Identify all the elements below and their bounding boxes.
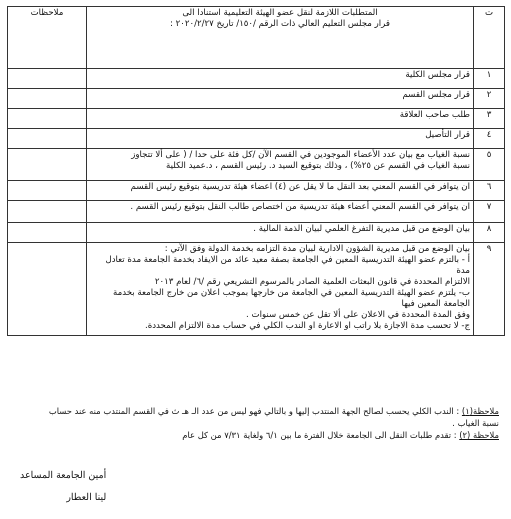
note-label: ملاحظة(١) [461, 406, 499, 416]
row-text [87, 223, 474, 243]
table-row [8, 89, 505, 109]
row-notes-cell [8, 109, 87, 129]
table-header-row [8, 7, 505, 69]
row-text-line: ان يتوافر في القسم المعني بعد النقل ما لا يقل عن (٤) اعضاء هيئة تدريسية بتوقيع رئيس القسم [130, 182, 470, 192]
row-number: ٧ [474, 201, 505, 223]
row-notes-cell [8, 149, 87, 181]
table-row [8, 109, 505, 129]
row-number: ٤ [474, 129, 505, 149]
header-title-line: المتطلبات اللازمة لنقل عضو الهيئة التعليمية استنادا الى [182, 8, 378, 18]
requirements-table [7, 6, 505, 336]
row-notes-cell [8, 223, 87, 243]
row-text-line: بيان الوضع من قبل مديرية الشؤون الادارية لبيان مدة التزامه بخدمة الدولة وفق الآتي : [164, 244, 470, 254]
header-num-cell: ت [474, 7, 505, 69]
header-title-line: قرار مجلس التعليم العالي ذات الرقم /١٥٠/ تاريخ ٢٠٢٠/٢/٢٧ : [169, 19, 391, 29]
row-text-line: ب- يلتزم عضو الهيئة التدريسية المعين في الجامعة من خارجها بموجب اعلان من خارج الجامعة بخدمة الجامعة المعين فيها [113, 288, 470, 309]
row-text-line: ج- لا تحسب مدة الاجازة بلا راتب او الاعارة او الندب الكلي في حساب مدة الالتزام المحددة. [144, 321, 470, 331]
row-number: ٢ [474, 89, 505, 109]
table-row [8, 243, 505, 336]
row-text [87, 201, 474, 223]
row-number: ٦ [474, 181, 505, 201]
row-text-line: بيان الوضع من قبل مديرية التفرغ العلمي لبيان الذمة المالية . [253, 224, 470, 234]
note-1 [9, 405, 499, 429]
note-2 [9, 429, 499, 441]
row-text-line: الالتزام المحددة في قانون البعثات العلمية الصادر بالمرسوم التشريعي رقم /٦/ لعام ٢٠١٣ [154, 277, 470, 287]
row-text-line: طلب صاحب العلاقة [399, 110, 470, 120]
row-text [87, 149, 474, 181]
row-text-line: أ - بالتزم عضو الهيئة التدريسية المعين في الجامعة بصفة معيد عائد من الايفاد بخدمة الجامعة مدة تعادل مدة [105, 255, 470, 276]
row-text-line: قرار التأصيل [425, 130, 470, 140]
note-text: نسبة الغياب . [452, 418, 499, 428]
row-number: ٩ [474, 243, 505, 336]
note-label: ملاحظة (٢) [459, 430, 499, 440]
table-row [8, 69, 505, 89]
header-notes-cell: ملاحظات [8, 7, 87, 69]
row-text [87, 129, 474, 149]
row-notes-cell [8, 181, 87, 201]
row-text-line: وفق المدة المحددة في الاعلان على ألا تقل عن خمس سنوات . [246, 310, 470, 320]
row-text [87, 69, 474, 89]
row-text [87, 181, 474, 201]
table-row [8, 181, 505, 201]
row-text [87, 89, 474, 109]
row-number: ١ [474, 69, 505, 89]
row-text-line: قرار مجلس الكلية [405, 70, 470, 80]
notes-block [9, 405, 499, 441]
table-row [8, 201, 505, 223]
note-text: : تقدم طلبات النقل الى الجامعة خلال الفترة ما بين ٦/١ ولغاية ٧/٣١ من كل عام [182, 430, 457, 440]
row-notes-cell [8, 89, 87, 109]
row-text-line: نسبة الغياب مع بيان عدد الأعضاء الموجودين في القسم الآن /كل فئة على حدا / ( على ألا تتجاوز [131, 150, 470, 160]
row-notes-cell [8, 243, 87, 336]
table-row [8, 149, 505, 181]
header-title-cell [87, 7, 474, 69]
table-row [8, 223, 505, 243]
signature-block [20, 465, 106, 509]
note-text: : الندب الكلي يحسب لصالح الجهة المنتدب إليها و بالتالي فهو ليس من عدد الـ هـ ث في القسم المنتدب منه عند حساب [48, 406, 460, 416]
row-number: ٨ [474, 223, 505, 243]
row-text [87, 243, 474, 336]
row-text-line: نسبة الغياب في القسم عن ٢٥%) ، وذلك بتوقيع السيد د. رئيس القسم ، د.عميد الكلية [166, 161, 470, 171]
row-number: ٣ [474, 109, 505, 129]
row-notes-cell [8, 69, 87, 89]
row-text-line: ان يتوافر في القسم المعني أعضاء هيئة تدريسية من اختصاص طالب النقل بتوقيع رئيس القسم . [130, 202, 470, 212]
row-notes-cell [8, 129, 87, 149]
row-text-line: قرار مجلس القسم [402, 90, 470, 100]
table-row [8, 129, 505, 149]
row-notes-cell [8, 201, 87, 223]
row-number: ٥ [474, 149, 505, 181]
signature-title: أمين الجامعة المساعد [20, 470, 107, 481]
row-text [87, 109, 474, 129]
signature-name: لينا العطار [66, 492, 107, 503]
